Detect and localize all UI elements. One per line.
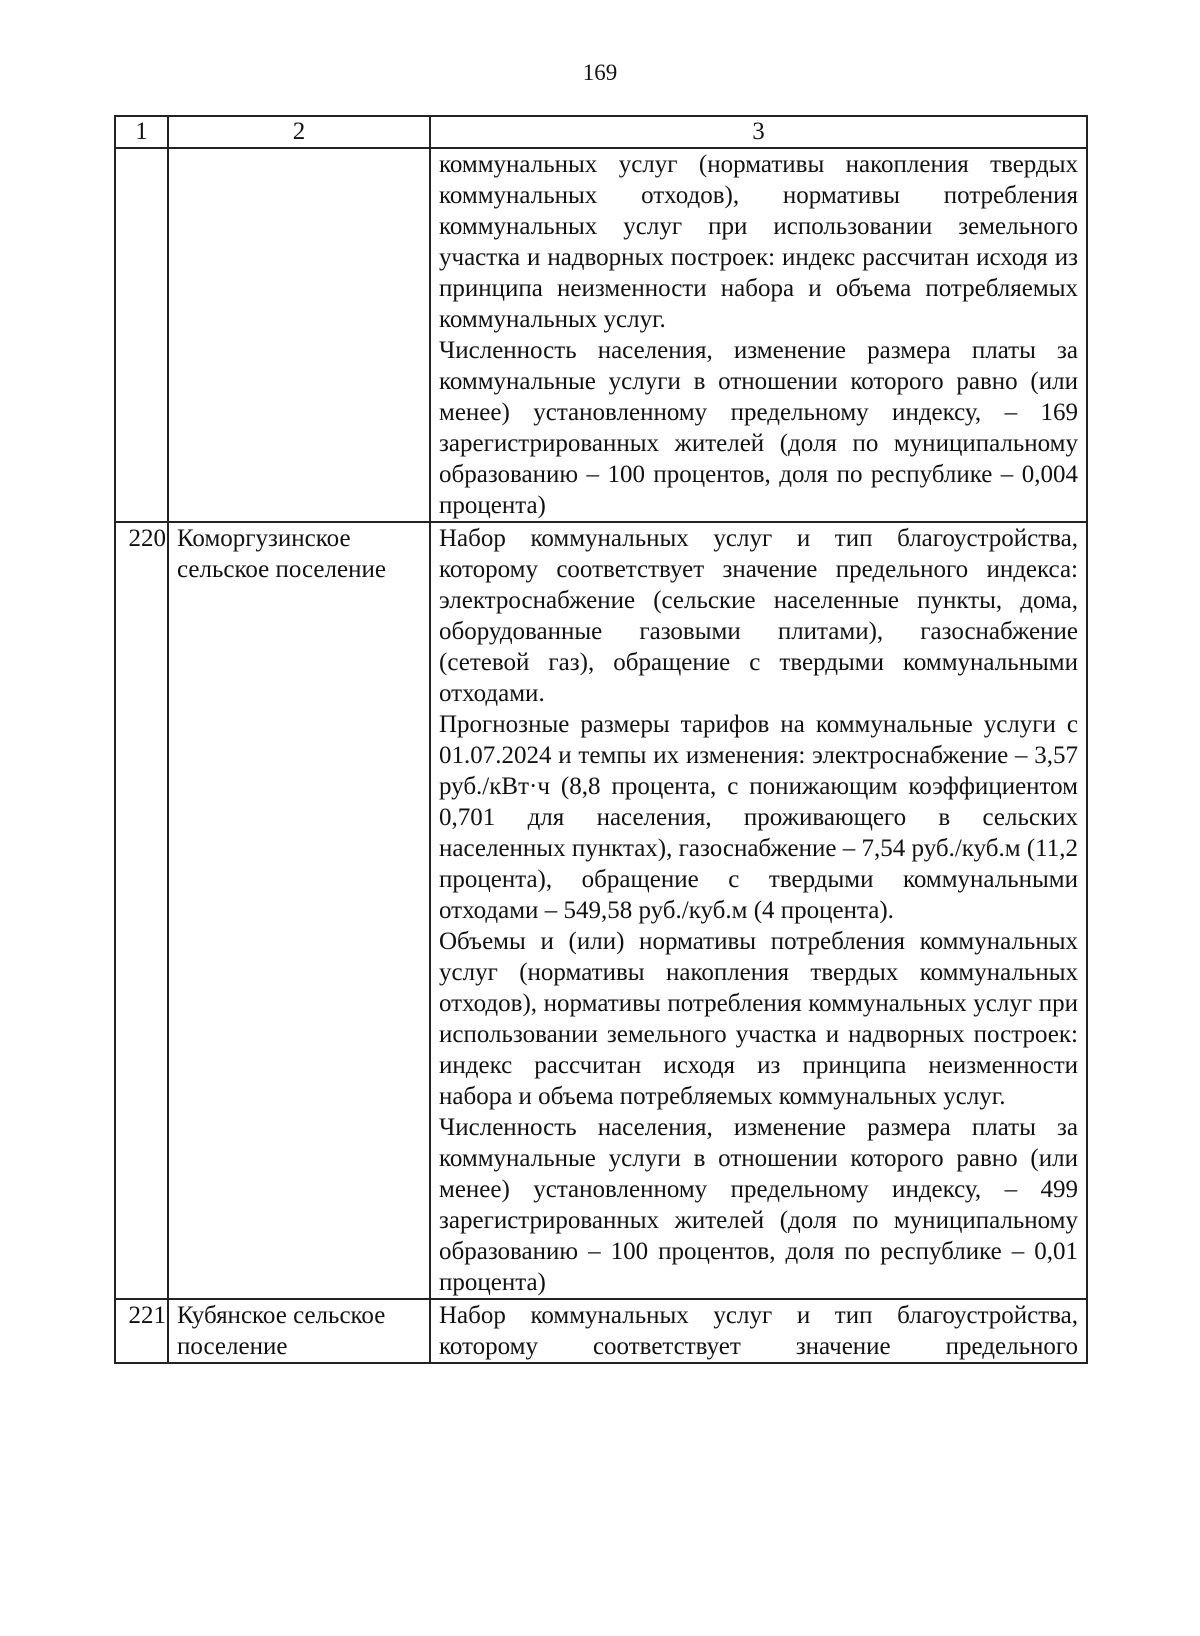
municipality-name: Коморгузинское сельское поселение (168, 522, 430, 1299)
page-number: 169 (582, 60, 618, 85)
description-paragraph: Набор коммунальных услуг и тип благоустройства, которому соответствует значение предельного индекса: электроснабжение (сельские населенные пункты, дома, оборудованные газовыми плитами), газоснабжение (сетевой газ), обращение с твердыми коммунальными отходами. (439, 525, 1078, 707)
municipality-name (168, 148, 430, 522)
description-paragraph: Численность населения, изменение размера платы за коммунальные услуги в отношении которого равно (или менее) установленному предельному индексу, – 169 зарегистрированных жителей (доля по муниципальному образованию – 100 процентов, доля по республике – 0,004 процента) (439, 337, 1078, 519)
document-table (114, 115, 1088, 1364)
description-paragraph: Прогнозные размеры тарифов на коммунальные услуги с 01.07.2024 и темпы их изменения: электроснабжение – 3,57 руб./кВт·ч (8,8 процента, с понижающим коэффициентом 0,701 для населения, проживающего в сельских населенных пунктах), газоснабжение – 7,54 руб./куб.м (11,2 процента), обращение с твердыми коммунальными отходами – 549,58 руб./куб.м (4 процента). (439, 711, 1078, 924)
municipality-name: Кубянское сельское поселение (168, 1299, 430, 1363)
table-header-row (115, 116, 1087, 148)
description-paragraph: Численность населения, изменение размера платы за коммунальные услуги в отношении которого равно (или менее) установленному предельному индексу, – 499 зарегистрированных жителей (доля по муниципальному образованию – 100 процентов, доля по республике – 0,01 процента) (439, 1114, 1078, 1296)
description-cell (430, 148, 1087, 522)
description-paragraph: Набор коммунальных услуг и тип благоустройства, которому соответствует значение предельного (439, 1302, 1078, 1360)
row-number: 220 (115, 522, 168, 1299)
description-paragraph: коммунальных услуг (нормативы накопления твердых коммунальных отходов), нормативы потребления коммунальных услуг при использовании земельного участка и надворных построек: индекс рассчитан исходя из принципа неизменности набора и объема потребляемых коммунальных услуг. (439, 151, 1078, 333)
table-row (115, 148, 1087, 522)
column-header-description: 3 (430, 116, 1087, 148)
column-header-municipality: 2 (168, 116, 430, 148)
row-number (115, 148, 168, 522)
column-header-number: 1 (115, 116, 168, 148)
table-row (115, 1299, 1087, 1363)
description-cell (430, 522, 1087, 1299)
description-paragraph: Объемы и (или) нормативы потребления коммунальных услуг (нормативы накопления твердых коммунальных отходов), нормативы потребления коммунальных услуг при использовании земельного участка и надворных построек: индекс рассчитан исходя из принципа неизменности набора и объема потребляемых коммунальных услуг. (439, 928, 1078, 1110)
description-cell (430, 1299, 1087, 1363)
row-number: 221 (115, 1299, 168, 1363)
table-row (115, 522, 1087, 1299)
